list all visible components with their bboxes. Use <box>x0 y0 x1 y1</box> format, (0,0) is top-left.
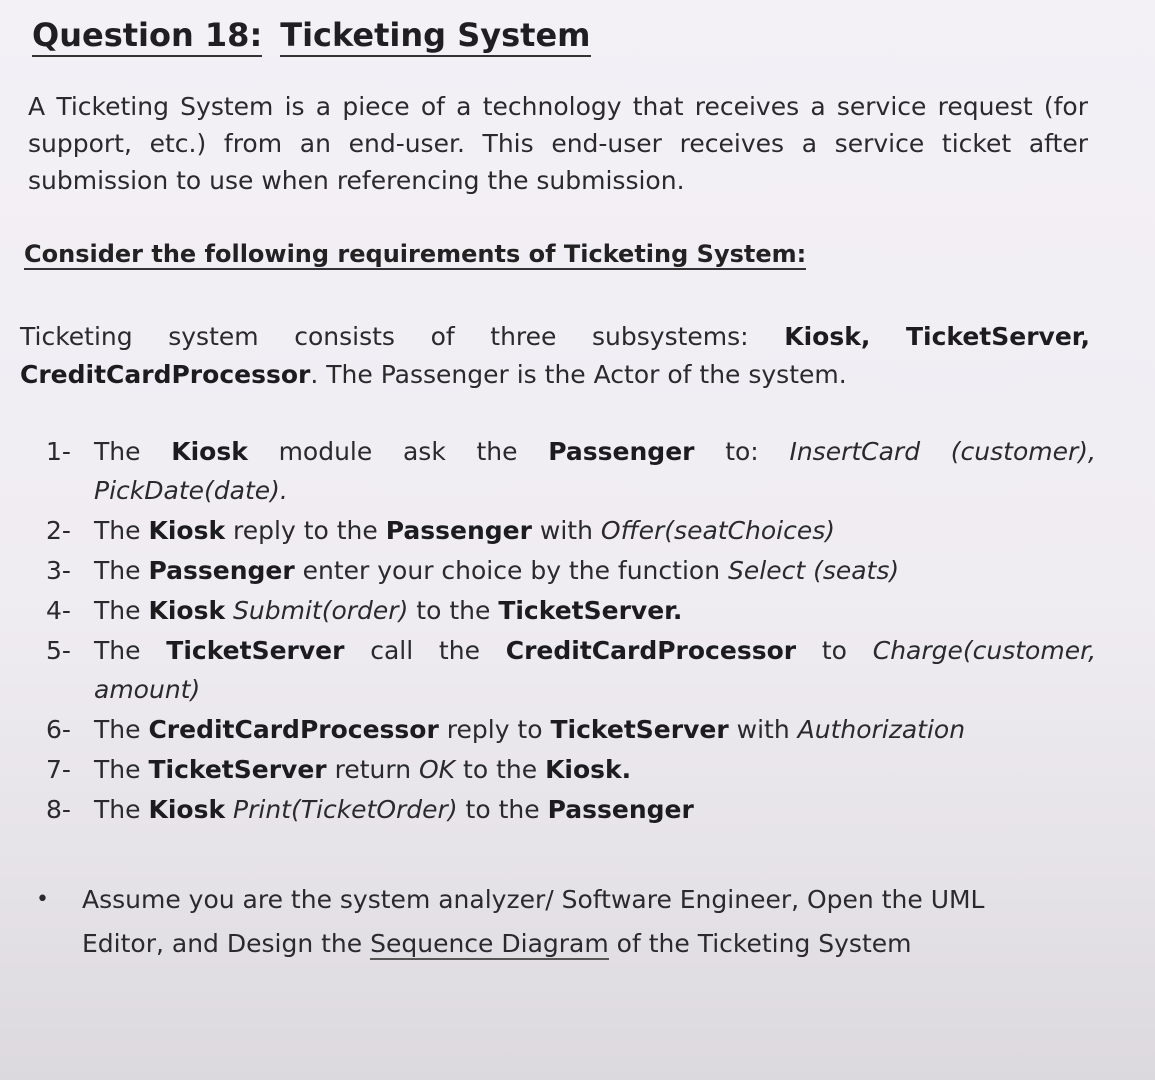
list-item: 4- The Kiosk Submit(order) to the TicketServer. <box>46 596 683 625</box>
question-number: Question 18: <box>32 16 262 57</box>
question-name: Ticketing System <box>280 16 590 57</box>
list-item: 6- The CreditCardProcessor reply to TicketServer with Authorization <box>46 715 966 744</box>
list-item: 1- The Kiosk module ask the Passenger to: InsertCard (customer), PickDate(date). <box>46 437 1096 505</box>
list-item: 8- The Kiosk Print(TicketOrder) to the Passenger <box>46 795 694 824</box>
task-bullet: • Assume you are the system analyzer/ Software Engineer, Open the UML Editor, and Design the Sequence Diagram of the Ticketing System <box>36 878 1096 966</box>
question-title <box>32 16 591 54</box>
list-item: 3- The Passenger enter your choice by the function Select (seats) <box>46 556 900 585</box>
list-item: 5- The TicketServer call the CreditCardProcessor to Charge(customer, amount) <box>46 636 1097 704</box>
intro-paragraph: A Ticketing System is a piece of a technology that receives a service request (for support, etc.) from an end-user. This end-user receives a service ticket after submission to use when referencing the submission. <box>28 92 1088 195</box>
sequence-diagram-term: Sequence Diagram <box>370 929 609 958</box>
requirements-heading: Consider the following requirements of Ticketing System: <box>24 240 807 268</box>
list-item: 7- The TicketServer return OK to the Kiosk. <box>46 755 632 784</box>
bullet-icon: • <box>36 887 49 912</box>
subsystems-paragraph: Ticketing system consists of three subsystems: Kiosk, TicketServer, CreditCardProcessor. The Passenger is the Actor of the system. <box>20 322 1090 389</box>
list-item: 2- The Kiosk reply to the Passenger with Offer(seatChoices) <box>46 516 836 545</box>
requirements-list <box>46 432 1096 830</box>
